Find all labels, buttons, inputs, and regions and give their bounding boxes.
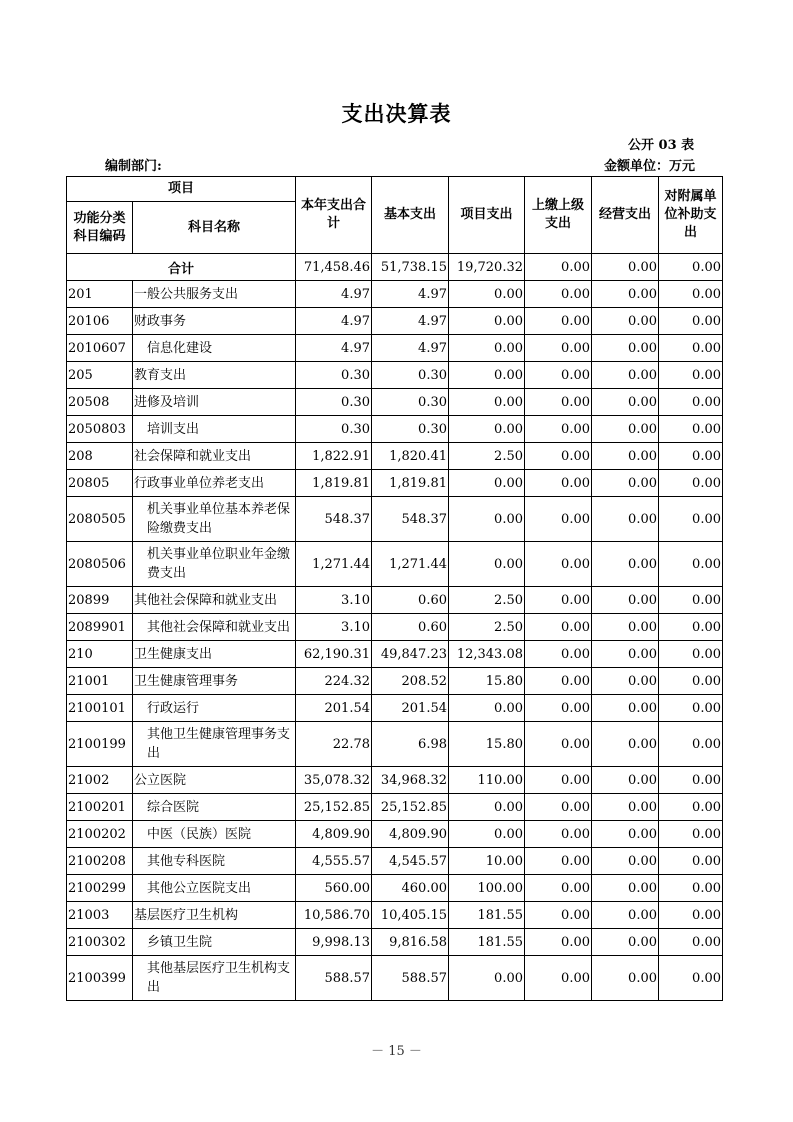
total-cell: 548.37 (296, 497, 372, 542)
basic-cell: 34,968.32 (372, 767, 449, 794)
business-cell: 0.00 (592, 308, 659, 335)
table-row (67, 497, 723, 542)
name-cell: 行政运行 (133, 695, 296, 722)
upper-cell: 0.00 (525, 767, 592, 794)
business-cell: 0.00 (592, 929, 659, 956)
code-cell: 2100101 (67, 695, 133, 722)
table-row (67, 308, 723, 335)
subsidy-cell: 0.00 (659, 848, 723, 875)
name-cell: 社会保障和就业支出 (133, 443, 296, 470)
code-cell: 2100208 (67, 848, 133, 875)
table-row (67, 848, 723, 875)
total-cell: 588.57 (296, 956, 372, 1001)
table-row (67, 902, 723, 929)
project-cell: 0.00 (449, 308, 525, 335)
total-cell: 35,078.32 (296, 767, 372, 794)
upper-cell: 0.00 (525, 416, 592, 443)
basic-cell: 1,820.41 (372, 443, 449, 470)
subsidy-cell: 0.00 (659, 875, 723, 902)
project-cell: 0.00 (449, 335, 525, 362)
project-cell: 19,720.32 (449, 254, 525, 281)
code-cell: 201 (67, 281, 133, 308)
business-cell: 0.00 (592, 821, 659, 848)
total-cell: 560.00 (296, 875, 372, 902)
total-cell: 224.32 (296, 668, 372, 695)
upper-cell: 0.00 (525, 308, 592, 335)
header-total: 本年支出合计 (296, 177, 372, 254)
business-cell: 0.00 (592, 875, 659, 902)
code-cell: 205 (67, 362, 133, 389)
table-row (67, 695, 723, 722)
table-row (67, 929, 723, 956)
code-cell: 21001 (67, 668, 133, 695)
upper-cell: 0.00 (525, 956, 592, 1001)
name-cell: 综合医院 (133, 794, 296, 821)
subsidy-cell: 0.00 (659, 821, 723, 848)
business-cell: 0.00 (592, 281, 659, 308)
project-cell: 181.55 (449, 929, 525, 956)
code-cell: 2080505 (67, 497, 133, 542)
upper-cell: 0.00 (525, 281, 592, 308)
total-row (67, 254, 723, 281)
project-cell: 0.00 (449, 695, 525, 722)
name-cell: 培训支出 (133, 416, 296, 443)
total-cell: 4,555.57 (296, 848, 372, 875)
table-row (67, 443, 723, 470)
code-cell: 21002 (67, 767, 133, 794)
basic-cell: 0.30 (372, 416, 449, 443)
project-cell: 110.00 (449, 767, 525, 794)
upper-cell: 0.00 (525, 443, 592, 470)
total-cell: 1,271.44 (296, 542, 372, 587)
total-cell: 71,458.46 (296, 254, 372, 281)
dept-label: 编制部门: (105, 159, 162, 174)
upper-cell: 0.00 (525, 902, 592, 929)
basic-cell: 49,847.23 (372, 641, 449, 668)
code-cell: 2050803 (67, 416, 133, 443)
code-cell: 2100302 (67, 929, 133, 956)
business-cell: 0.00 (592, 794, 659, 821)
subsidy-cell: 0.00 (659, 902, 723, 929)
code-cell: 208 (67, 443, 133, 470)
name-cell: 其他基层医疗卫生机构支出 (133, 956, 296, 1001)
basic-cell: 460.00 (372, 875, 449, 902)
table-row (67, 470, 723, 497)
business-cell: 0.00 (592, 722, 659, 767)
name-cell: 其他社会保障和就业支出 (133, 587, 296, 614)
upper-cell: 0.00 (525, 362, 592, 389)
expenditure-table (66, 176, 723, 1001)
subsidy-cell: 0.00 (659, 362, 723, 389)
business-cell: 0.00 (592, 254, 659, 281)
subsidy-cell: 0.00 (659, 389, 723, 416)
subsidy-cell: 0.00 (659, 497, 723, 542)
basic-cell: 4,545.57 (372, 848, 449, 875)
project-cell: 15.80 (449, 668, 525, 695)
code-cell: 20508 (67, 389, 133, 416)
name-cell: 机关事业单位职业年金缴费支出 (133, 542, 296, 587)
name-cell: 其他社会保障和就业支出 (133, 614, 296, 641)
name-cell: 其他专科医院 (133, 848, 296, 875)
header-code: 功能分类科目编码 (67, 202, 133, 254)
table-row (67, 641, 723, 668)
upper-cell: 0.00 (525, 848, 592, 875)
name-cell: 卫生健康支出 (133, 641, 296, 668)
total-label: 合计 (67, 254, 296, 281)
total-cell: 1,822.91 (296, 443, 372, 470)
table-row (67, 956, 723, 1001)
name-cell: 公立医院 (133, 767, 296, 794)
name-cell: 行政事业单位养老支出 (133, 470, 296, 497)
business-cell: 0.00 (592, 641, 659, 668)
project-cell: 0.00 (449, 956, 525, 1001)
total-cell: 4.97 (296, 308, 372, 335)
name-cell: 乡镇卫生院 (133, 929, 296, 956)
code-cell: 2100399 (67, 956, 133, 1001)
unit-label: 金额单位：万元 (604, 159, 696, 174)
project-cell: 0.00 (449, 542, 525, 587)
project-cell: 2.50 (449, 443, 525, 470)
basic-cell: 0.60 (372, 614, 449, 641)
code-cell: 2100299 (67, 875, 133, 902)
table-row (67, 389, 723, 416)
project-cell: 2.50 (449, 587, 525, 614)
subsidy-cell: 0.00 (659, 443, 723, 470)
project-cell: 0.00 (449, 281, 525, 308)
code-cell: 2080506 (67, 542, 133, 587)
project-cell: 0.00 (449, 416, 525, 443)
project-cell: 0.00 (449, 497, 525, 542)
basic-cell: 6.98 (372, 722, 449, 767)
business-cell: 0.00 (592, 497, 659, 542)
name-cell: 机关事业单位基本养老保险缴费支出 (133, 497, 296, 542)
code-cell: 2100199 (67, 722, 133, 767)
header-basic: 基本支出 (372, 177, 449, 254)
total-cell: 22.78 (296, 722, 372, 767)
table-row (67, 875, 723, 902)
subsidy-cell: 0.00 (659, 641, 723, 668)
header-upper: 上缴上级支出 (525, 177, 592, 254)
business-cell: 0.00 (592, 470, 659, 497)
business-cell: 0.00 (592, 335, 659, 362)
table-row (67, 794, 723, 821)
name-cell: 中医（民族）医院 (133, 821, 296, 848)
upper-cell: 0.00 (525, 254, 592, 281)
upper-cell: 0.00 (525, 668, 592, 695)
business-cell: 0.00 (592, 362, 659, 389)
code-cell: 20805 (67, 470, 133, 497)
table-row (67, 542, 723, 587)
upper-cell: 0.00 (525, 821, 592, 848)
subsidy-cell: 0.00 (659, 722, 723, 767)
subsidy-cell: 0.00 (659, 416, 723, 443)
total-cell: 10,586.70 (296, 902, 372, 929)
basic-cell: 4.97 (372, 335, 449, 362)
total-cell: 4.97 (296, 335, 372, 362)
name-cell: 基层医疗卫生机构 (133, 902, 296, 929)
header-subsidy: 对附属单位补助支出 (659, 177, 723, 254)
name-cell: 卫生健康管理事务 (133, 668, 296, 695)
header-project: 项目支出 (449, 177, 525, 254)
basic-cell: 1,271.44 (372, 542, 449, 587)
name-cell: 进修及培训 (133, 389, 296, 416)
basic-cell: 0.30 (372, 362, 449, 389)
business-cell: 0.00 (592, 767, 659, 794)
basic-cell: 9,816.58 (372, 929, 449, 956)
basic-cell: 588.57 (372, 956, 449, 1001)
basic-cell: 10,405.15 (372, 902, 449, 929)
code-cell: 20899 (67, 587, 133, 614)
project-cell: 181.55 (449, 902, 525, 929)
subsidy-cell: 0.00 (659, 956, 723, 1001)
upper-cell: 0.00 (525, 794, 592, 821)
basic-cell: 51,738.15 (372, 254, 449, 281)
upper-cell: 0.00 (525, 614, 592, 641)
business-cell: 0.00 (592, 416, 659, 443)
subsidy-cell: 0.00 (659, 614, 723, 641)
upper-cell: 0.00 (525, 542, 592, 587)
subsidy-cell: 0.00 (659, 695, 723, 722)
business-cell: 0.00 (592, 443, 659, 470)
header-item: 项目 (67, 177, 296, 202)
business-cell: 0.00 (592, 587, 659, 614)
basic-cell: 0.30 (372, 389, 449, 416)
subsidy-cell: 0.00 (659, 542, 723, 587)
upper-cell: 0.00 (525, 641, 592, 668)
subsidy-cell: 0.00 (659, 308, 723, 335)
upper-cell: 0.00 (525, 875, 592, 902)
subsidy-cell: 0.00 (659, 587, 723, 614)
total-cell: 201.54 (296, 695, 372, 722)
project-cell: 0.00 (449, 362, 525, 389)
basic-cell: 0.60 (372, 587, 449, 614)
code-cell: 20106 (67, 308, 133, 335)
basic-cell: 208.52 (372, 668, 449, 695)
project-cell: 100.00 (449, 875, 525, 902)
table-row (67, 722, 723, 767)
basic-cell: 548.37 (372, 497, 449, 542)
subsidy-cell: 0.00 (659, 335, 723, 362)
total-cell: 0.30 (296, 362, 372, 389)
subsidy-cell: 0.00 (659, 281, 723, 308)
business-cell: 0.00 (592, 902, 659, 929)
project-cell: 0.00 (449, 794, 525, 821)
business-cell: 0.00 (592, 668, 659, 695)
code-cell: 2089901 (67, 614, 133, 641)
project-cell: 0.00 (449, 821, 525, 848)
table-row (67, 416, 723, 443)
subsidy-cell: 0.00 (659, 254, 723, 281)
code-cell: 2010607 (67, 335, 133, 362)
total-cell: 0.30 (296, 389, 372, 416)
total-cell: 62,190.31 (296, 641, 372, 668)
total-cell: 3.10 (296, 587, 372, 614)
project-cell: 10.00 (449, 848, 525, 875)
business-cell: 0.00 (592, 542, 659, 587)
business-cell: 0.00 (592, 956, 659, 1001)
table-row (67, 335, 723, 362)
total-cell: 9,998.13 (296, 929, 372, 956)
basic-cell: 4,809.90 (372, 821, 449, 848)
subsidy-cell: 0.00 (659, 794, 723, 821)
project-cell: 2.50 (449, 614, 525, 641)
table-row (67, 668, 723, 695)
basic-cell: 4.97 (372, 308, 449, 335)
upper-cell: 0.00 (525, 497, 592, 542)
subsidy-cell: 0.00 (659, 767, 723, 794)
basic-cell: 1,819.81 (372, 470, 449, 497)
table-row (67, 821, 723, 848)
table-code: 公开 03 表 (628, 138, 695, 153)
business-cell: 0.00 (592, 848, 659, 875)
name-cell: 一般公共服务支出 (133, 281, 296, 308)
code-cell: 210 (67, 641, 133, 668)
name-cell: 其他卫生健康管理事务支出 (133, 722, 296, 767)
upper-cell: 0.00 (525, 695, 592, 722)
project-cell: 0.00 (449, 470, 525, 497)
subsidy-cell: 0.00 (659, 668, 723, 695)
total-cell: 4,809.90 (296, 821, 372, 848)
upper-cell: 0.00 (525, 722, 592, 767)
header-business: 经营支出 (592, 177, 659, 254)
total-cell: 4.97 (296, 281, 372, 308)
name-cell: 信息化建设 (133, 335, 296, 362)
upper-cell: 0.00 (525, 389, 592, 416)
total-cell: 25,152.85 (296, 794, 372, 821)
project-cell: 12,343.08 (449, 641, 525, 668)
code-cell: 21003 (67, 902, 133, 929)
page-number: － 15 － (371, 1044, 422, 1059)
table-row (67, 587, 723, 614)
upper-cell: 0.00 (525, 335, 592, 362)
project-cell: 15.80 (449, 722, 525, 767)
total-cell: 0.30 (296, 416, 372, 443)
basic-cell: 4.97 (372, 281, 449, 308)
business-cell: 0.00 (592, 389, 659, 416)
code-cell: 2100202 (67, 821, 133, 848)
upper-cell: 0.00 (525, 587, 592, 614)
basic-cell: 25,152.85 (372, 794, 449, 821)
upper-cell: 0.00 (525, 929, 592, 956)
table-row (67, 362, 723, 389)
name-cell: 教育支出 (133, 362, 296, 389)
upper-cell: 0.00 (525, 470, 592, 497)
page-title: 支出决算表 (341, 101, 452, 126)
basic-cell: 201.54 (372, 695, 449, 722)
business-cell: 0.00 (592, 695, 659, 722)
total-cell: 1,819.81 (296, 470, 372, 497)
table-row (67, 281, 723, 308)
business-cell: 0.00 (592, 614, 659, 641)
project-cell: 0.00 (449, 389, 525, 416)
table-row (67, 614, 723, 641)
name-cell: 财政事务 (133, 308, 296, 335)
total-cell: 3.10 (296, 614, 372, 641)
subsidy-cell: 0.00 (659, 470, 723, 497)
code-cell: 2100201 (67, 794, 133, 821)
header-name: 科目名称 (133, 202, 296, 254)
name-cell: 其他公立医院支出 (133, 875, 296, 902)
table-row (67, 767, 723, 794)
subsidy-cell: 0.00 (659, 929, 723, 956)
